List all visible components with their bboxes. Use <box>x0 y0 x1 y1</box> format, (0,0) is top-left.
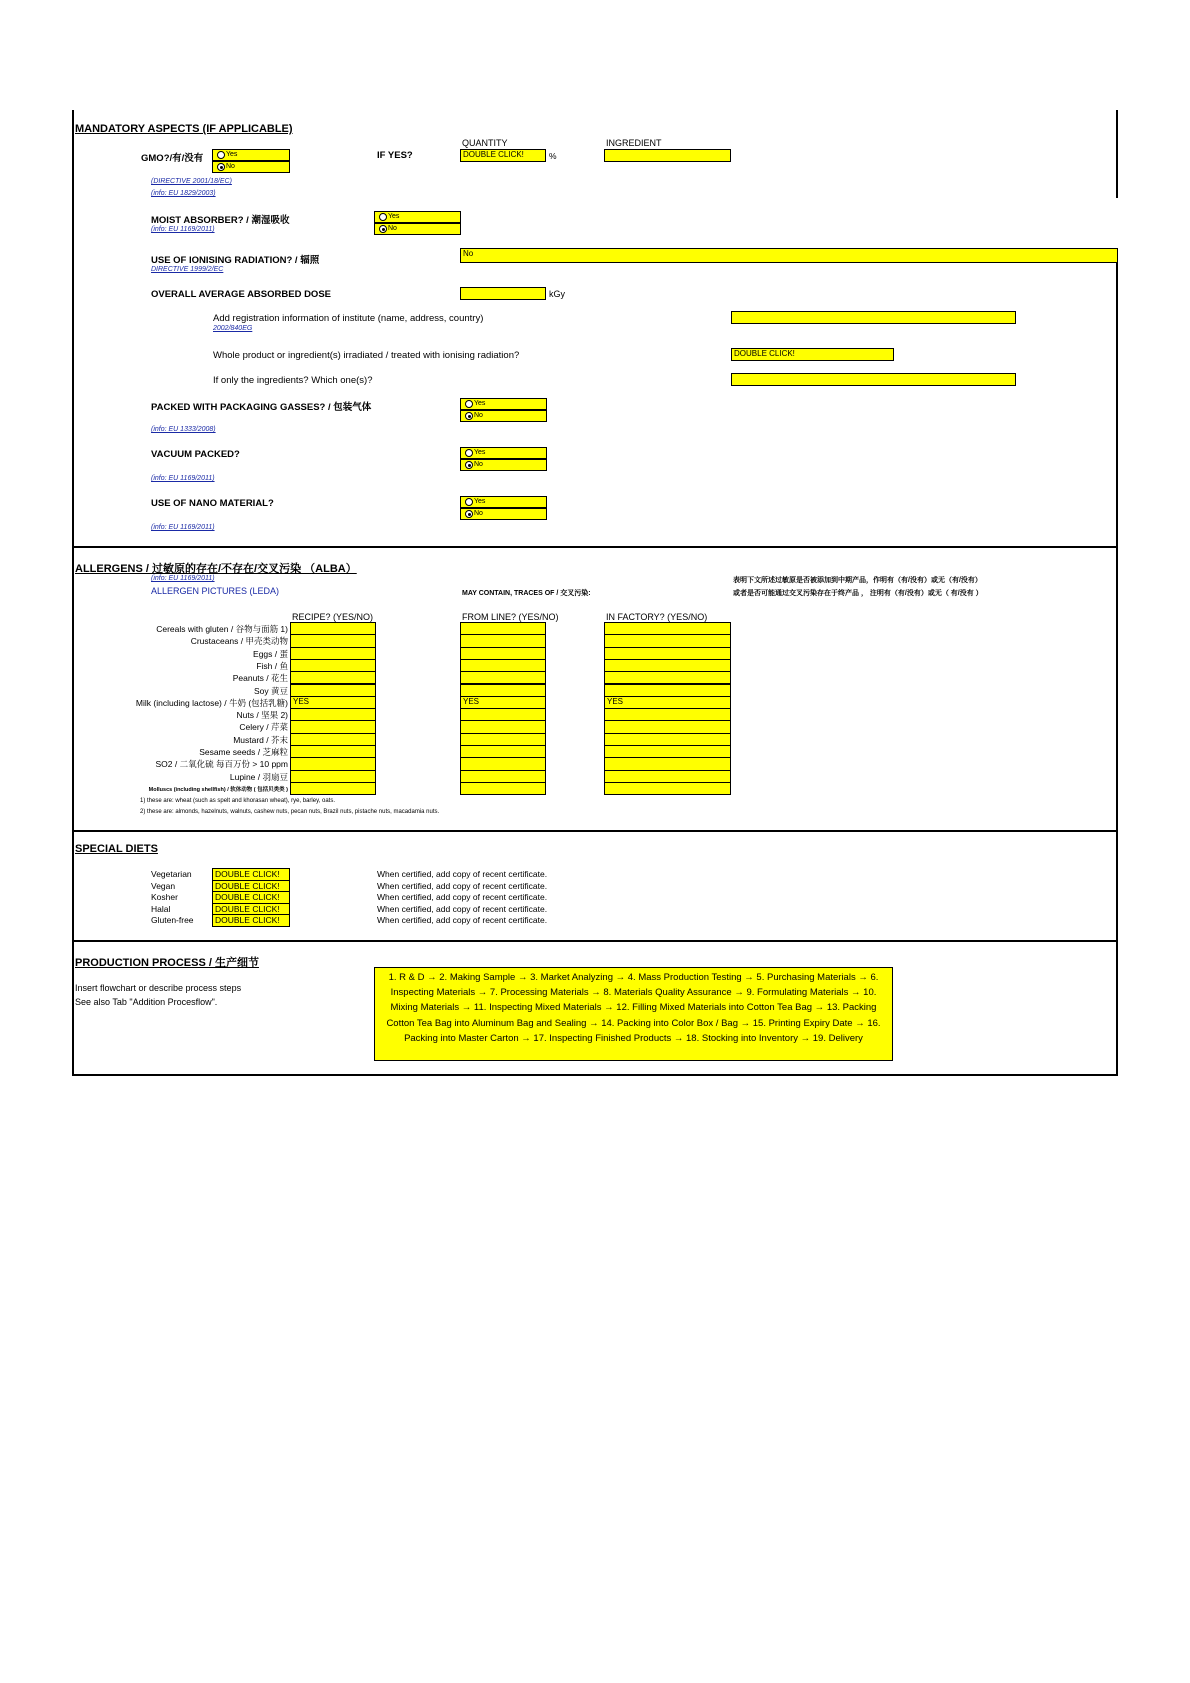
allergen-factory-cell[interactable] <box>604 684 731 697</box>
radio-icon[interactable] <box>217 151 225 159</box>
directive-2001-link[interactable]: (DIRECTIVE 2001/18/EC) <box>151 178 232 185</box>
allergen-recipe-cell[interactable] <box>290 684 376 697</box>
cn-note-2: 或者是否可能通过交叉污染存在于终产品 ， 注明有（有/没有）或无（ 有/没有 ） <box>733 590 983 597</box>
allergen-factory-cell[interactable] <box>604 733 731 746</box>
whole-product-field[interactable]: DOUBLE CLICK! <box>731 348 894 361</box>
allergen-name: Cereals with gluten / 谷物与面筋 1) <box>156 624 288 634</box>
divider-allergens <box>72 546 1118 548</box>
radio-icon[interactable] <box>465 400 473 408</box>
allergen-factory-cell[interactable] <box>604 757 731 770</box>
info-1169-link-a[interactable]: (info: EU 1169/2011) <box>151 226 215 233</box>
only-ingredients-label: If only the ingredients? Which one(s)? <box>213 375 373 386</box>
diet-name: Kosher <box>151 892 178 902</box>
info-1169-link-c[interactable]: (info: EU 1169/2011) <box>151 524 215 531</box>
allergen-recipe-cell[interactable]: YES <box>290 696 376 709</box>
allergen-name: Celery / 芹菜 <box>239 722 288 733</box>
ingredient-header: INGREDIENT <box>606 138 662 148</box>
allergen-factory-cell[interactable] <box>604 671 731 684</box>
allergen-factory-cell[interactable] <box>604 782 731 795</box>
packing-gas-no-option[interactable]: No <box>460 410 547 422</box>
nano-no-option[interactable]: No <box>460 508 547 520</box>
allergen-name: Milk (including lactose) / 牛奶 (包括乳糖) <box>135 697 288 708</box>
info-1169-link-b[interactable]: (info: EU 1169/2011) <box>151 475 215 482</box>
allergen-name: Crustaceans / 甲壳类动物 <box>190 636 288 647</box>
allergen-line-cell[interactable] <box>460 745 546 758</box>
gmo-ingredient-field[interactable] <box>604 149 731 162</box>
packing-gas-yes-option[interactable]: Yes <box>460 398 547 410</box>
diets-title: SPECIAL DIETS <box>75 843 158 855</box>
diet-value-field[interactable]: DOUBLE CLICK! <box>212 903 290 916</box>
diet-note: When certified, add copy of recent certificate. <box>377 869 548 879</box>
diet-note: When certified, add copy of recent certificate. <box>377 903 548 914</box>
frame-bottom <box>72 1074 1118 1076</box>
cn-note-1: 表明下文所述过敏原是否被添加到中期产品，作明有（有/没有）或无（有/没有） <box>733 577 982 584</box>
allergen-factory-cell[interactable] <box>604 720 731 733</box>
radio-selected-icon[interactable] <box>379 225 387 233</box>
allergens-info-link[interactable]: (info: EU 1169/2011) <box>151 575 215 582</box>
whole-product-label: Whole product or ingredient(s) irradiated / treated with ionising radiation? <box>213 350 520 361</box>
nano-yes-option[interactable]: Yes <box>460 496 547 508</box>
ionising-label: USE OF IONISING RADIATION? / 辐照 <box>151 255 320 266</box>
col-factory-header: IN FACTORY? (YES/NO) <box>606 612 708 622</box>
radio-icon[interactable] <box>379 213 387 221</box>
radio-selected-icon[interactable] <box>465 461 473 469</box>
allergen-name: Eggs / 蛋 <box>253 648 288 659</box>
allergen-line-cell[interactable] <box>460 720 546 733</box>
allergen-line-cell[interactable] <box>460 708 546 721</box>
allergen-name: Soy 黄豆 <box>253 685 288 696</box>
radio-icon[interactable] <box>465 498 473 506</box>
gmo-no-option[interactable]: No <box>212 161 290 173</box>
percent-unit: % <box>549 151 557 161</box>
diet-name: Vegetarian <box>151 869 192 879</box>
allergen-line-cell[interactable] <box>460 770 546 783</box>
packing-gas-label: PACKED WITH PACKAGING GASSES? / 包装气体 <box>151 402 372 413</box>
allergen-name: Mustard / 芥末 <box>233 734 288 745</box>
allergen-footnote-2: 2) these are: almonds, hazelnuts, walnuts, cashew nuts, pecan nuts, Brazil nuts, pistache nuts, macadamia nuts. <box>140 809 440 815</box>
may-contain-label: MAY CONTAIN, TRACES OF / 交叉污染: <box>462 590 591 597</box>
allergen-recipe-cell[interactable] <box>290 745 376 758</box>
ref-2002-link[interactable]: 2002/840EG <box>213 325 253 332</box>
gmo-quantity-field[interactable]: DOUBLE CLICK! <box>460 149 546 162</box>
frame-right <box>1116 248 1118 1076</box>
allergen-name: Peanuts / 花生 <box>232 673 288 684</box>
quantity-header: QUANTITY <box>462 138 508 148</box>
allergen-line-cell[interactable] <box>460 647 546 660</box>
allergen-name: Sesame seeds / 芝麻粒 <box>199 747 288 757</box>
allergen-recipe-cell[interactable] <box>290 720 376 733</box>
info-1333-link[interactable]: (info: EU 1333/2008) <box>151 426 216 433</box>
radio-selected-icon[interactable] <box>465 412 473 420</box>
diet-value-field[interactable]: DOUBLE CLICK! <box>212 880 290 893</box>
vacuum-yes-option[interactable]: Yes <box>460 447 547 459</box>
allergen-line-cell[interactable]: YES <box>460 696 546 709</box>
divider-diets <box>72 830 1118 832</box>
dose-label: OVERALL AVERAGE ABSORBED DOSE <box>151 289 331 300</box>
allergen-line-cell[interactable] <box>460 684 546 697</box>
info-1829-link[interactable]: (info: EU 1829/2003) <box>151 190 216 197</box>
allergen-name: Nuts / 坚果 2) <box>236 710 288 721</box>
allergen-line-cell[interactable] <box>460 782 546 795</box>
nano-label: USE OF NANO MATERIAL? <box>151 498 274 509</box>
allergen-factory-cell[interactable] <box>604 647 731 660</box>
allergen-factory-cell[interactable]: YES <box>604 696 731 709</box>
allergen-line-cell[interactable] <box>460 671 546 684</box>
frame-right-top <box>1116 110 1118 198</box>
if-yes-label: IF YES? <box>377 150 413 161</box>
moist-yes-option[interactable]: Yes <box>374 211 461 223</box>
allergen-factory-cell[interactable] <box>604 745 731 758</box>
allergen-line-cell[interactable] <box>460 659 546 672</box>
allergen-name: Fish / 鱼 <box>256 660 288 671</box>
allergen-recipe-cell[interactable] <box>290 659 376 672</box>
allergen-recipe-cell[interactable] <box>290 634 376 647</box>
gmo-yes-option[interactable]: Yes <box>212 149 290 161</box>
allergen-factory-cell[interactable] <box>604 634 731 647</box>
process-hint-2: See also Tab "Addition Procesflow". <box>75 997 218 1007</box>
vacuum-no-option[interactable]: No <box>460 459 547 471</box>
registration-info-label: Add registration information of institute (name, address, country) <box>213 313 484 324</box>
allergen-line-cell[interactable] <box>460 757 546 770</box>
diet-value-field[interactable]: DOUBLE CLICK! <box>212 891 290 904</box>
diet-name: Gluten-free <box>151 915 194 925</box>
allergen-name: Molluscs (including shellfish) / 软体动物 ( 包括贝类类 ) <box>148 786 288 793</box>
ionising-field[interactable]: No <box>460 248 1118 263</box>
moist-no-option[interactable]: No <box>374 223 461 235</box>
allergen-factory-cell[interactable] <box>604 659 731 672</box>
col-line-header: FROM LINE? (YES/NO) <box>462 612 559 622</box>
allergen-name: SO2 / 二氧化硫 每百万份 > 10 ppm <box>155 759 288 770</box>
radio-selected-icon[interactable] <box>217 163 225 171</box>
allergen-footnote-1: 1) these are: wheat (such as spelt and khorasan wheat), rye, barley, oats. <box>140 798 335 804</box>
process-description-field[interactable]: 1. R & D → 2. Making Sample → 3. Market Analyzing → 4. Mass Production Testing → 5. Purchasing Materials → 6. Inspecting Materials → 7. Processing Materials → 8. Materials Quality Assurance → 9. Formulating Materials → 10. Mixing Materials → 11. Inspecting Mixed Materials → 12. Filling Mixed Materials into Cotton Tea Bag → 13. Packing Cotton Tea Bag into Aluminum Bag and Sealing → 14. Packing into Color Box / Bag → 15. Printing Expiry Date → 16. Packing into Master Carton → 17. Inspecting Finished Products → 18. Stocking into Inventory → 19. Delivery <box>374 967 893 1061</box>
allergen-factory-cell[interactable] <box>604 708 731 721</box>
process-hint-1: Insert flowchart or describe process steps <box>75 983 242 993</box>
allergen-recipe-cell[interactable] <box>290 757 376 770</box>
directive-1999-link[interactable]: DIRECTIVE 1999/2/EC <box>151 266 224 273</box>
dose-field[interactable] <box>460 287 546 300</box>
registration-info-field[interactable] <box>731 311 1016 324</box>
allergen-factory-cell[interactable] <box>604 770 731 783</box>
allergen-name: Lupine / 羽扇豆 <box>229 771 288 782</box>
frame-left <box>72 110 74 1076</box>
allergen-recipe-cell[interactable] <box>290 622 376 635</box>
radio-selected-icon[interactable] <box>465 510 473 518</box>
vacuum-label: VACUUM PACKED? <box>151 449 240 460</box>
allergen-recipe-cell[interactable] <box>290 647 376 660</box>
diet-name: Halal <box>151 903 171 914</box>
allergen-line-cell[interactable] <box>460 733 546 746</box>
diet-note: When certified, add copy of recent certificate. <box>377 892 548 902</box>
only-ingredients-field[interactable] <box>731 373 1016 386</box>
gmo-label: GMO?/有/没有 <box>141 153 204 164</box>
diet-note: When certified, add copy of recent certificate. <box>377 880 548 891</box>
allergen-line-cell[interactable] <box>460 634 546 647</box>
process-title: PRODUCTION PROCESS / 生产细节 <box>75 957 259 969</box>
diet-value-field[interactable]: DOUBLE CLICK! <box>212 914 290 927</box>
mandatory-title: MANDATORY ASPECTS (IF APPLICABLE) <box>75 123 293 135</box>
allergen-factory-cell[interactable] <box>604 622 731 635</box>
allergen-recipe-cell[interactable] <box>290 733 376 746</box>
diet-value-field[interactable]: DOUBLE CLICK! <box>212 868 290 881</box>
allergen-recipe-cell[interactable] <box>290 782 376 795</box>
allergen-recipe-cell[interactable] <box>290 708 376 721</box>
allergen-recipe-cell[interactable] <box>290 671 376 684</box>
allergens-title: ALLERGENS / 过敏原的存在/不存在/交叉污染 （ALBA） <box>75 563 357 575</box>
diet-note: When certified, add copy of recent certificate. <box>377 915 548 925</box>
diet-name: Vegan <box>151 880 176 891</box>
radio-icon[interactable] <box>465 449 473 457</box>
allergen-recipe-cell[interactable] <box>290 770 376 783</box>
dose-unit: kGy <box>549 289 566 299</box>
moist-label: MOIST ABSORBER? / 潮湿吸收 <box>151 215 290 226</box>
allergen-pictures-link[interactable]: ALLERGEN PICTURES (LEDA) <box>151 586 280 596</box>
divider-process <box>72 940 1118 942</box>
col-recipe-header: RECIPE? (YES/NO) <box>292 612 374 622</box>
allergen-line-cell[interactable] <box>460 622 546 635</box>
